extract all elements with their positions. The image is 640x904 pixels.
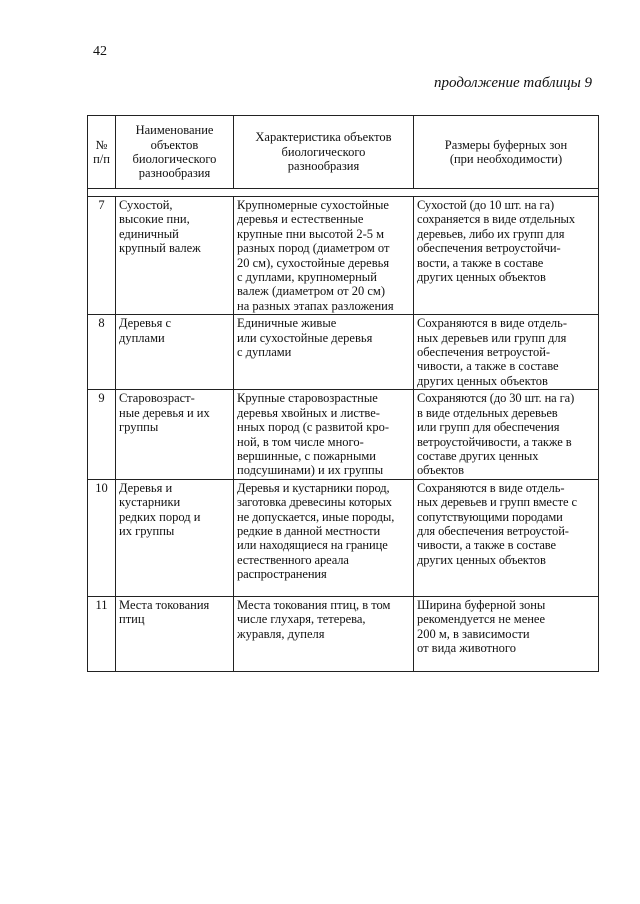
header-spacer-row: [88, 189, 599, 197]
row-name: Места токования птиц: [116, 596, 234, 671]
header-name: Наименование объектов биологического разнообразия: [116, 116, 234, 189]
row-characteristic: Крупные старовозрастные деревья хвойных и листве- нных пород (с развитой кро- ной, в том числе много- вершинные, с пожарными подсушинами) и их группы: [234, 390, 414, 479]
table-header-row: [88, 116, 599, 189]
biodiversity-table: [87, 115, 599, 672]
row-characteristic: Деревья и кустарники пород, заготовка древесины которых не допускается, иные породы, редкие в данной местности или находящиеся на границе естественного ареала распространения: [234, 479, 414, 596]
table-row: [88, 197, 599, 315]
row-characteristic: Места токования птиц, в том числе глухаря, тетерева, журавля, дупеля: [234, 596, 414, 671]
row-buffer: Сохраняются в виде отдель- ных деревьев или групп для обеспечения ветроустой- чивости, а также в составе других ценных объектов: [414, 315, 599, 390]
row-number: 9: [88, 390, 116, 479]
table-row: [88, 315, 599, 390]
row-name: Старовозраст- ные деревья и их группы: [116, 390, 234, 479]
table-row: [88, 390, 599, 479]
row-buffer: Сохраняются (до 30 шт. на га) в виде отдельных деревьев или групп для обеспечения ветроустойчивости, а также в составе других ценных объектов: [414, 390, 599, 479]
table-row: [88, 596, 599, 671]
header-number: № п/п: [88, 116, 116, 189]
row-buffer: Ширина буферной зоны рекомендуется не менее 200 м, в зависимости от вида животного: [414, 596, 599, 671]
table-row: [88, 479, 599, 596]
row-name: Деревья и кустарники редких пород и их группы: [116, 479, 234, 596]
row-number: 7: [88, 197, 116, 315]
row-characteristic: Крупномерные сухостойные деревья и естественные крупные пни высотой 2-5 м разных пород (диаметром от 20 см), сухостойные деревья с дуплами, крупномерный валеж (диаметром от 20 см) на разных этапах разложения: [234, 197, 414, 315]
header-characteristic: Характеристика объектов биологического разнообразия: [234, 116, 414, 189]
row-number: 11: [88, 596, 116, 671]
row-name: Сухостой, высокие пни, единичный крупный валеж: [116, 197, 234, 315]
row-buffer: Сухостой (до 10 шт. на га) сохраняется в виде отдельных деревьев, либо их групп для обеспечения ветроустойчи- вости, а также в составе других ценных объектов: [414, 197, 599, 315]
header-buffer-size: Размеры буферных зон (при необходимости): [414, 116, 599, 189]
row-number: 10: [88, 479, 116, 596]
row-characteristic: Единичные живые или сухостойные деревья с дуплами: [234, 315, 414, 390]
row-number: 8: [88, 315, 116, 390]
spacer-cell: [88, 189, 599, 197]
row-buffer: Сохраняются в виде отдель- ных деревьев и групп вместе с сопутствующими породами для обеспечения ветроустой- чивости, а также в составе других ценных объектов: [414, 479, 599, 596]
row-name: Деревья с дуплами: [116, 315, 234, 390]
table-caption: продолжение таблицы 9: [434, 75, 592, 91]
page-number: 42: [93, 44, 107, 59]
